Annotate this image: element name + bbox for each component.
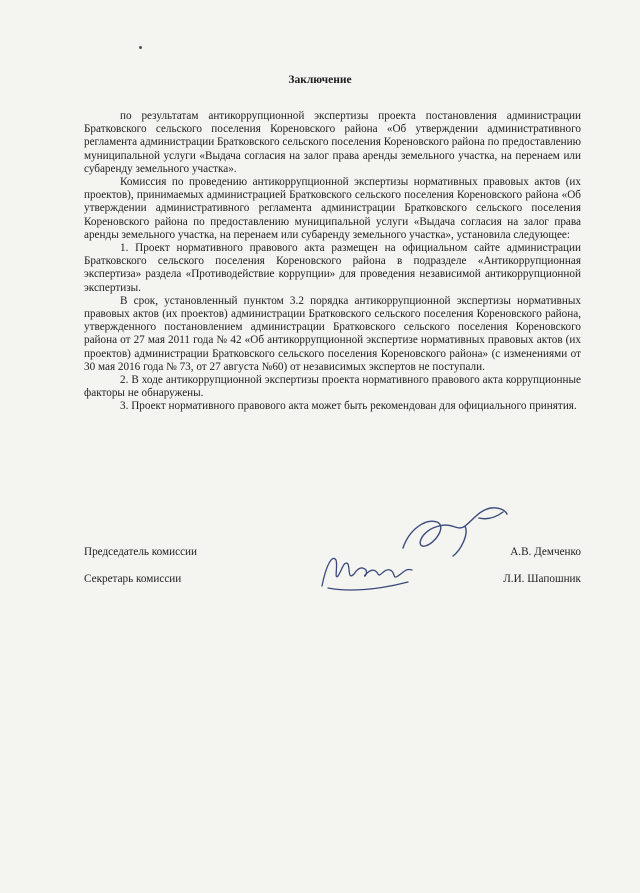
paragraph-item-2: 2. В ходе антикоррупционной экспертизы проекта нормативного правового акта коррупционные факторы не обнаружены.: [84, 374, 581, 400]
paragraph-item-3: 3. Проект нормативного правового акта может быть рекомендован для официального принятия.: [120, 400, 577, 413]
paragraph-commission: Комиссия по проведению антикоррупционной экспертизы нормативных правовых актов (их проектов), принимаемых администрацией Братковского сельского поселения Кореновского района «Об утверждении административного регламента администрации Братковского сельского поселения Кореновского района по предоставлению муниципальной услуги «Выдача согласия на залог права аренды земельного участка, на перенаем или субаренду земельного участка», установила следующее:: [84, 176, 581, 241]
secretary-name: Л.И. Шапошник: [503, 573, 581, 585]
paragraph-item-1: 1. Проект нормативного правового акта размещен на официальном сайте администрации Братковского сельского поселения Кореновского района в подразделе «Антикоррупционная экспертиза» раздела «Противодействие коррупции» для проведения независимой антикоррупционной экспертизы.: [84, 242, 581, 294]
chair-title: Председатель комиссии: [84, 546, 198, 558]
document-body: [84, 110, 581, 414]
scan-speck: [139, 46, 142, 49]
chair-name: А.В. Демченко: [510, 546, 581, 558]
paragraph-deadline: В срок, установленный пунктом 3.2 порядка антикоррупционной экспертизы нормативных правовых актов (их проектов) администрации Братковского сельского поселения Кореновского района, утвержденного постановлением администрации Братковского сельского поселения Кореновского района от 27 мая 2011 года № 42 «Об антикоррупционной экспертизе нормативных правовых актов (их проектов) администрации Братковского сельского поселения Кореновского района» (с изменениями от 30 мая 2016 года № 73, от 27 августа №60) от независимых экспертов не поступали.: [84, 294, 581, 373]
paragraph-intro: по результатам антикоррупционной экспертизы проекта постановления администрации Братковского сельского поселения Кореновского района «Об утверждении административного регламента администрации Братковского сельского поселения Кореновского района по предоставлению муниципальной услуги «Выдача согласия на залог права аренды земельного участка, на перенаем или субаренду земельного участка».: [84, 110, 581, 175]
document-title: Заключение: [288, 74, 352, 86]
secretary-signature-image: [318, 546, 418, 596]
secretary-title: Секретарь комиссии: [84, 573, 182, 585]
